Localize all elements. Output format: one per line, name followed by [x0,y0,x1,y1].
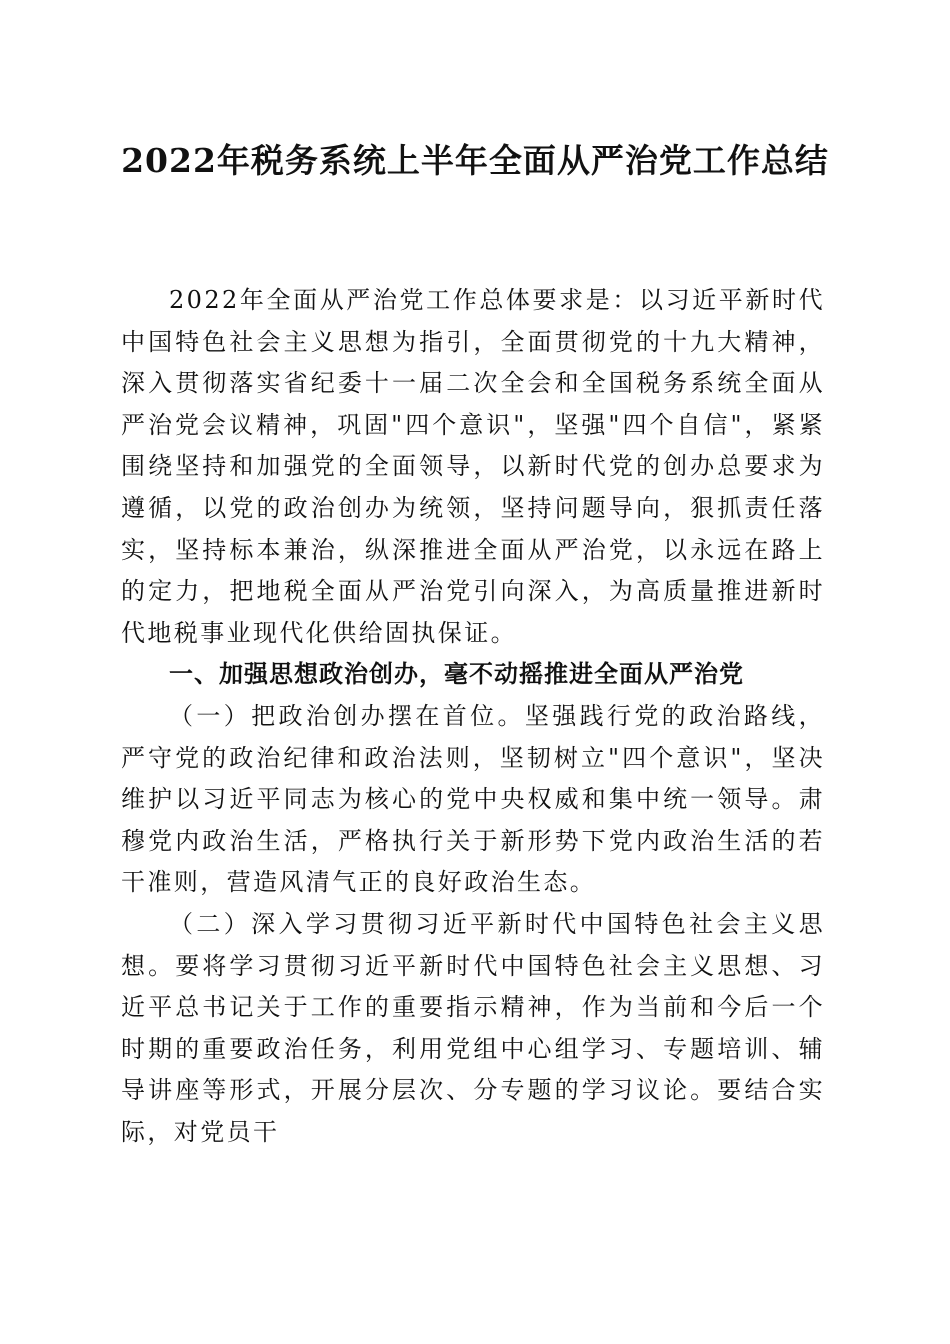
item-paragraph-2 [121,904,825,1154]
item-paragraph-1 [121,696,825,904]
item-text-2: 要将学习贯彻习近平新时代中国特色社会主义思想、习近平总书记关于工作的重要指示精神，作为当前和今后一个时期的重要政治任务，利用党组中心组学习、专题培训、辅导讲座等形式，开展分层次、分专题的学习议论。要结合实际，对党员干 [121,951,825,1146]
document-title: 2022年税务系统上半年全面从严治党工作总结 [121,141,829,180]
section-heading-1: 一、加强思想政治创办，毫不动摇推进全面从严治党 [169,660,744,689]
item-text-1: 坚强践行党的政治路线，严守党的政治纪律和政治法则，坚韧树立"四个意识"，坚决维护以习近平同志为核心的党中央权威和集中统一领导。肃穆党内政治生活，严格执行关于新形势下党内政治生活的若干准则，营造风清气正的良好政治生态。 [121,701,825,897]
item-lead-1: （一）把政治创办摆在首位。 [169,701,525,730]
item-lead-2: （二）深入学习贯彻习近平新时代中国特色社会主义思想。 [121,909,825,980]
intro-paragraph: 2022年全面从严治党工作总体要求是：以习近平新时代中国特色社会主义思想为指引，全面贯彻党的十九大精神，深入贯彻落实省纪委十一届二次全会和全国税务系统全面从严治党会议精神，巩固"四个意识"，坚强"四个自信"，紧紧围绕坚持和加强党的全面领导，以新时代党的创办总要求为遵循，以党的政治创办为统领，坚持问题导向，狠抓责任落实，坚持标本兼治，纵深推进全面从严治党，以永远在路上的定力，把地税全面从严治党引向深入，为高质量推进新时代地税事业现代化供给固执保证。 [121,286,825,647]
document-body [121,280,825,1153]
